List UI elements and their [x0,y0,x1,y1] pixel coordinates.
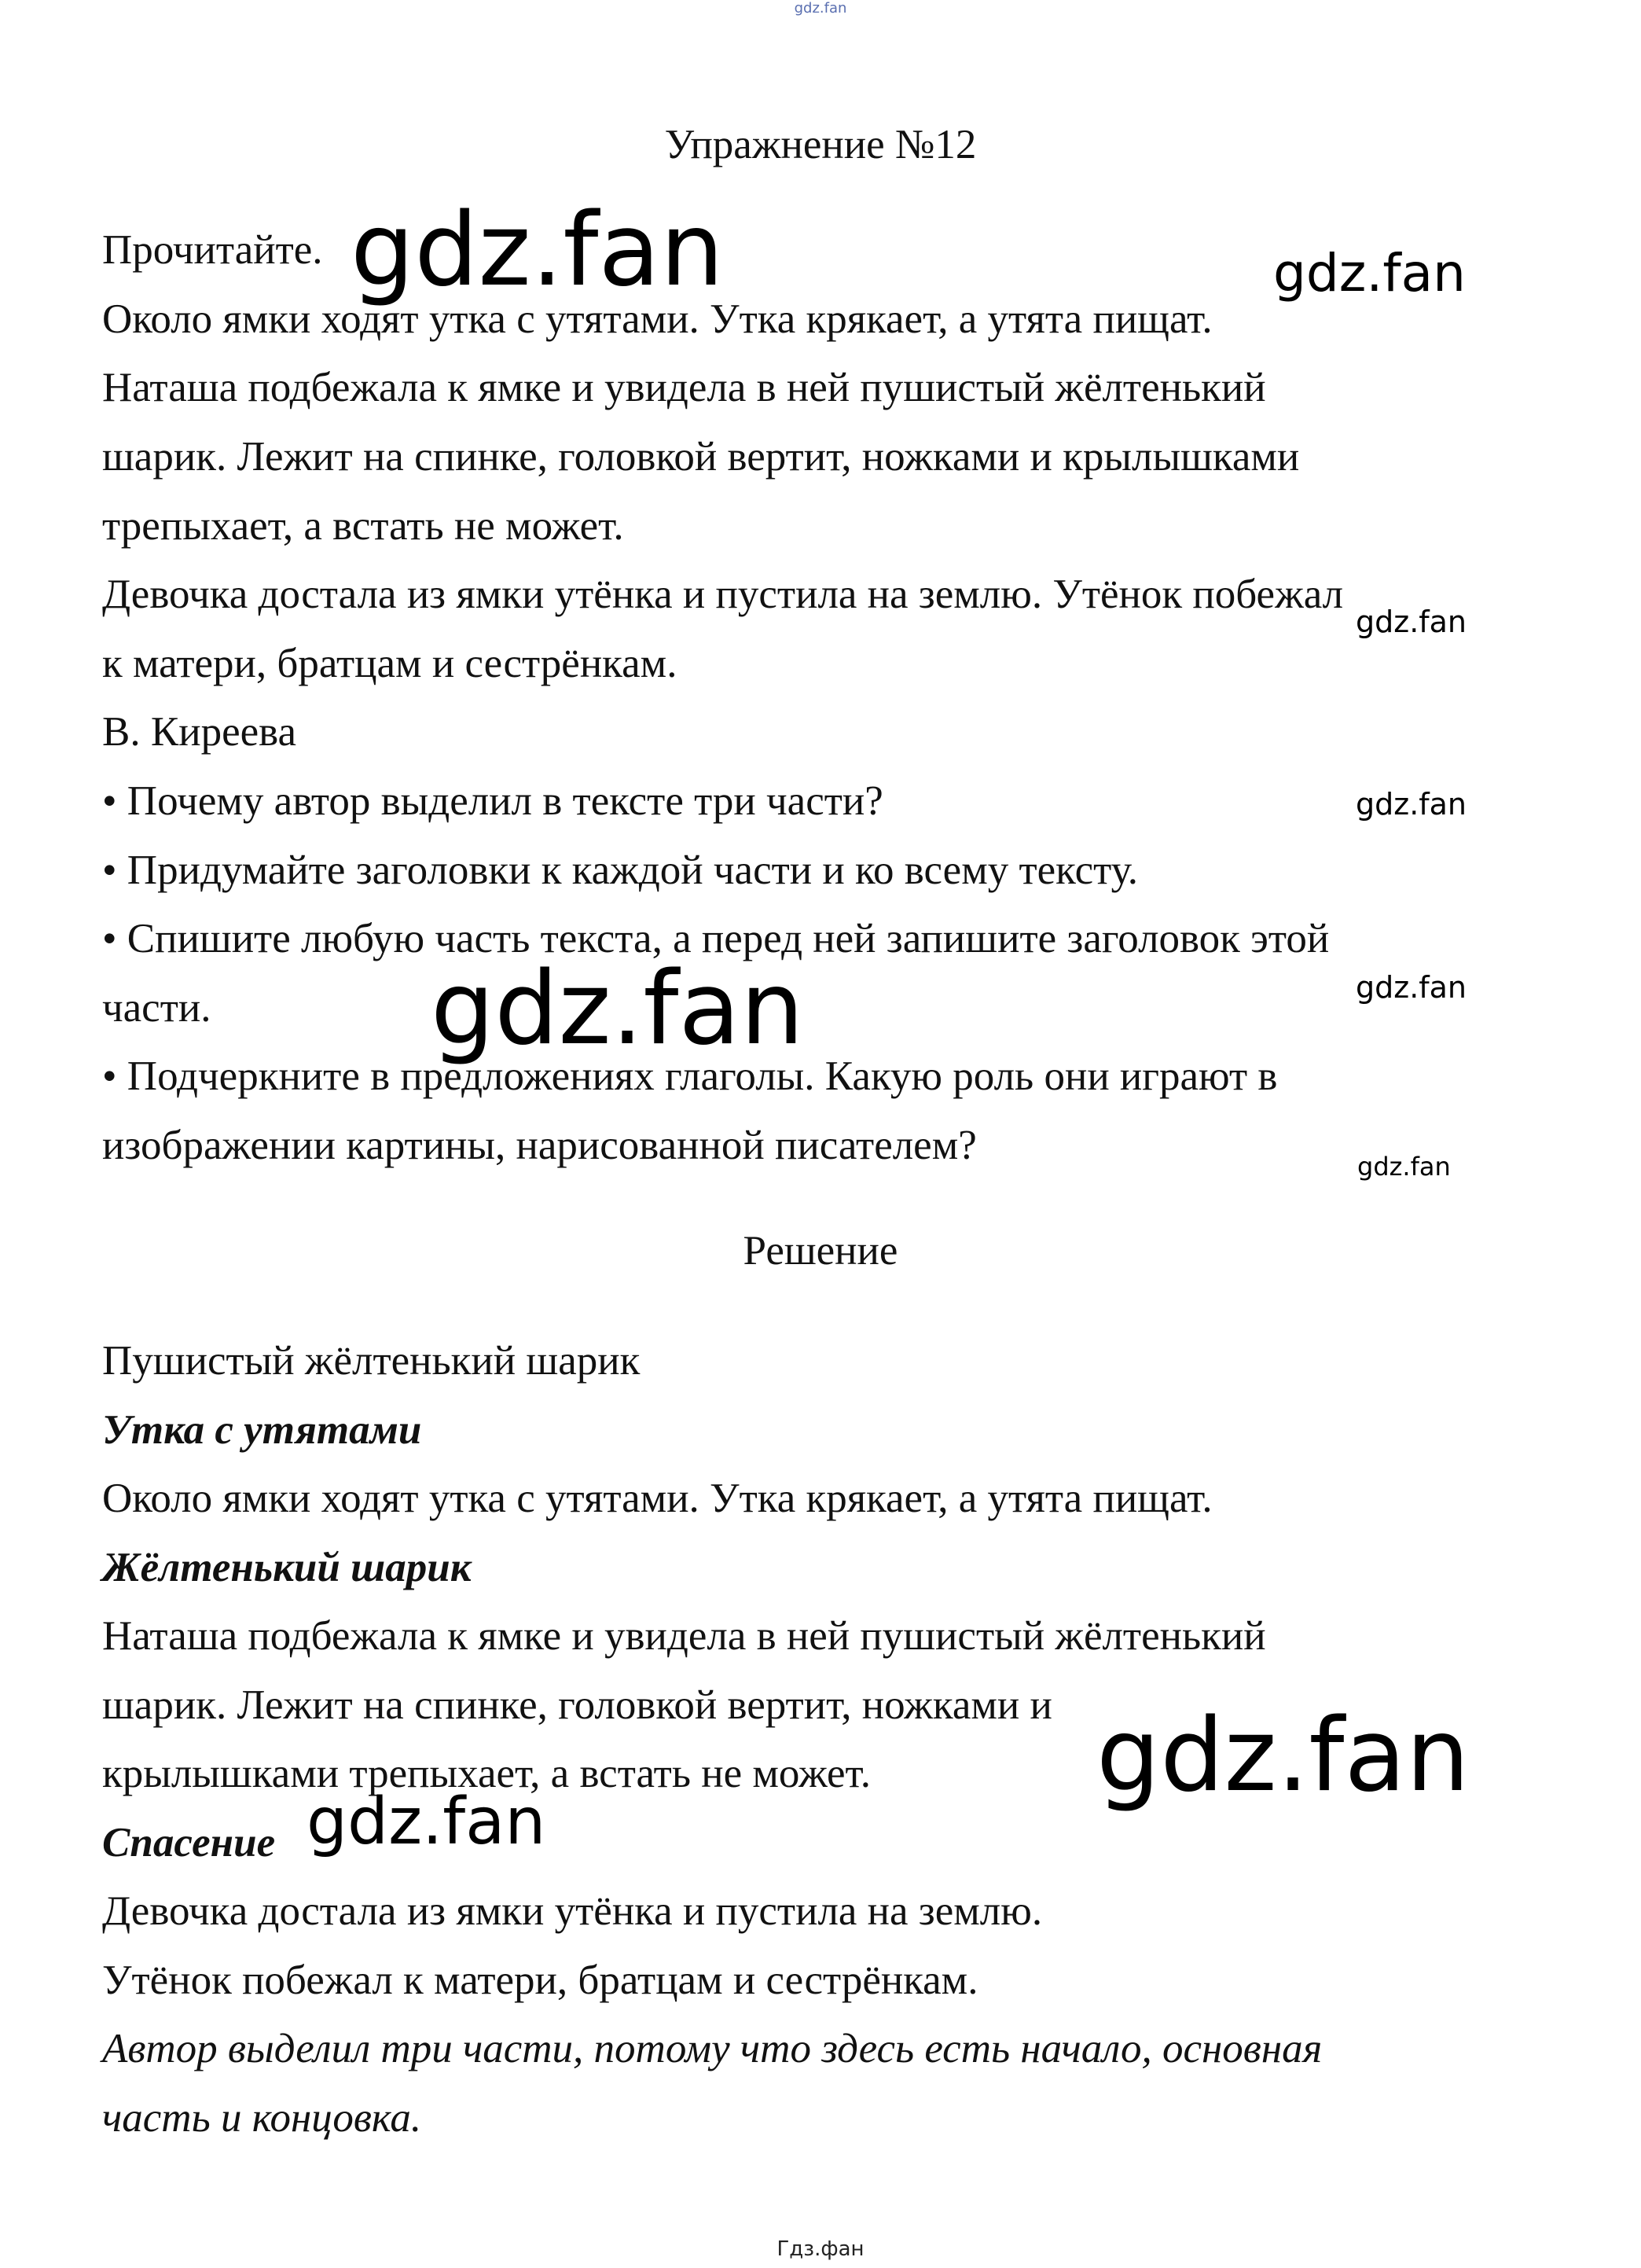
watermark: gdz.fan [431,950,804,1068]
text-line: к матери, братцам и сестрёнкам. [102,641,677,686]
watermark-top: gdz.fan [794,0,847,17]
text-line: трепыхает, а встать не может. [102,503,624,549]
exercise-title: Упражнение №12 [664,122,977,167]
text-line: шарик. Лежит на спинке, головкой вертит, ножками и крылышками [102,434,1300,480]
exercise-intro: Прочитайте. [102,227,323,273]
part1-title: Утка с утятами [102,1407,422,1453]
watermark: gdz.fan [307,1785,546,1859]
text-line: Около ямки ходят утка с утятами. Утка крякает, а утята пищат. [102,296,1213,342]
watermark: gdz.fan [1096,1697,1470,1814]
task-item: • Подчеркните в предложениях глаголы. Какую роль они играют в [102,1053,1278,1099]
watermark: gdz.fan [351,192,724,309]
watermark: gdz.fan [1356,787,1467,822]
task-item: изображении картины, нарисованной писателем? [102,1123,977,1168]
part2-text: шарик. Лежит на спинке, головкой вертит, ножками и [102,1682,1052,1728]
watermark-bottom: Гдз.фан [776,2237,865,2261]
part2-text: Наташа подбежала к ямке и увидела в ней пушистый жёлтенький [102,1613,1266,1659]
part2-title: Жёлтенький шарик [102,1545,472,1590]
task-item: • Почему автор выделил в тексте три части? [102,778,883,824]
watermark: gdz.fan [1273,243,1466,303]
text-line: Девочка достала из ямки утёнка и пустила на землю. Утёнок побежал [102,572,1344,617]
part3-text: Утёнок побежал к матери, братцам и сестрёнкам. [102,1957,978,2003]
part3-text: Девочка достала из ямки утёнка и пустила на землю. [102,1888,1043,1934]
solution-heading: Решение [743,1228,898,1274]
part3-title: Спасение [102,1820,276,1865]
part2-text: крылышками трепыхает, а встать не может. [102,1751,871,1796]
text-author: В. Киреева [102,709,296,755]
watermark: gdz.fan [1356,970,1467,1005]
watermark: gdz.fan [1356,605,1467,639]
task-item: • Спишите любую часть текста, а перед ней запишите заголовок этой [102,916,1330,961]
task-item: части. [102,985,211,1031]
task-item: • Придумайте заголовки к каждой части и ко всему тексту. [102,847,1139,893]
watermark: gdz.fan [1357,1152,1451,1182]
part1-text: Около ямки ходят утка с утятами. Утка крякает, а утята пищат. [102,1476,1213,1521]
conclusion-text: часть и концовка. [102,2095,422,2141]
solution-main-title: Пушистый жёлтенький шарик [102,1338,641,1384]
text-line: Наташа подбежала к ямке и увидела в ней пушистый жёлтенький [102,365,1266,410]
conclusion-text: Автор выделил три части, потому что здесь есть начало, основная [102,2026,1323,2071]
